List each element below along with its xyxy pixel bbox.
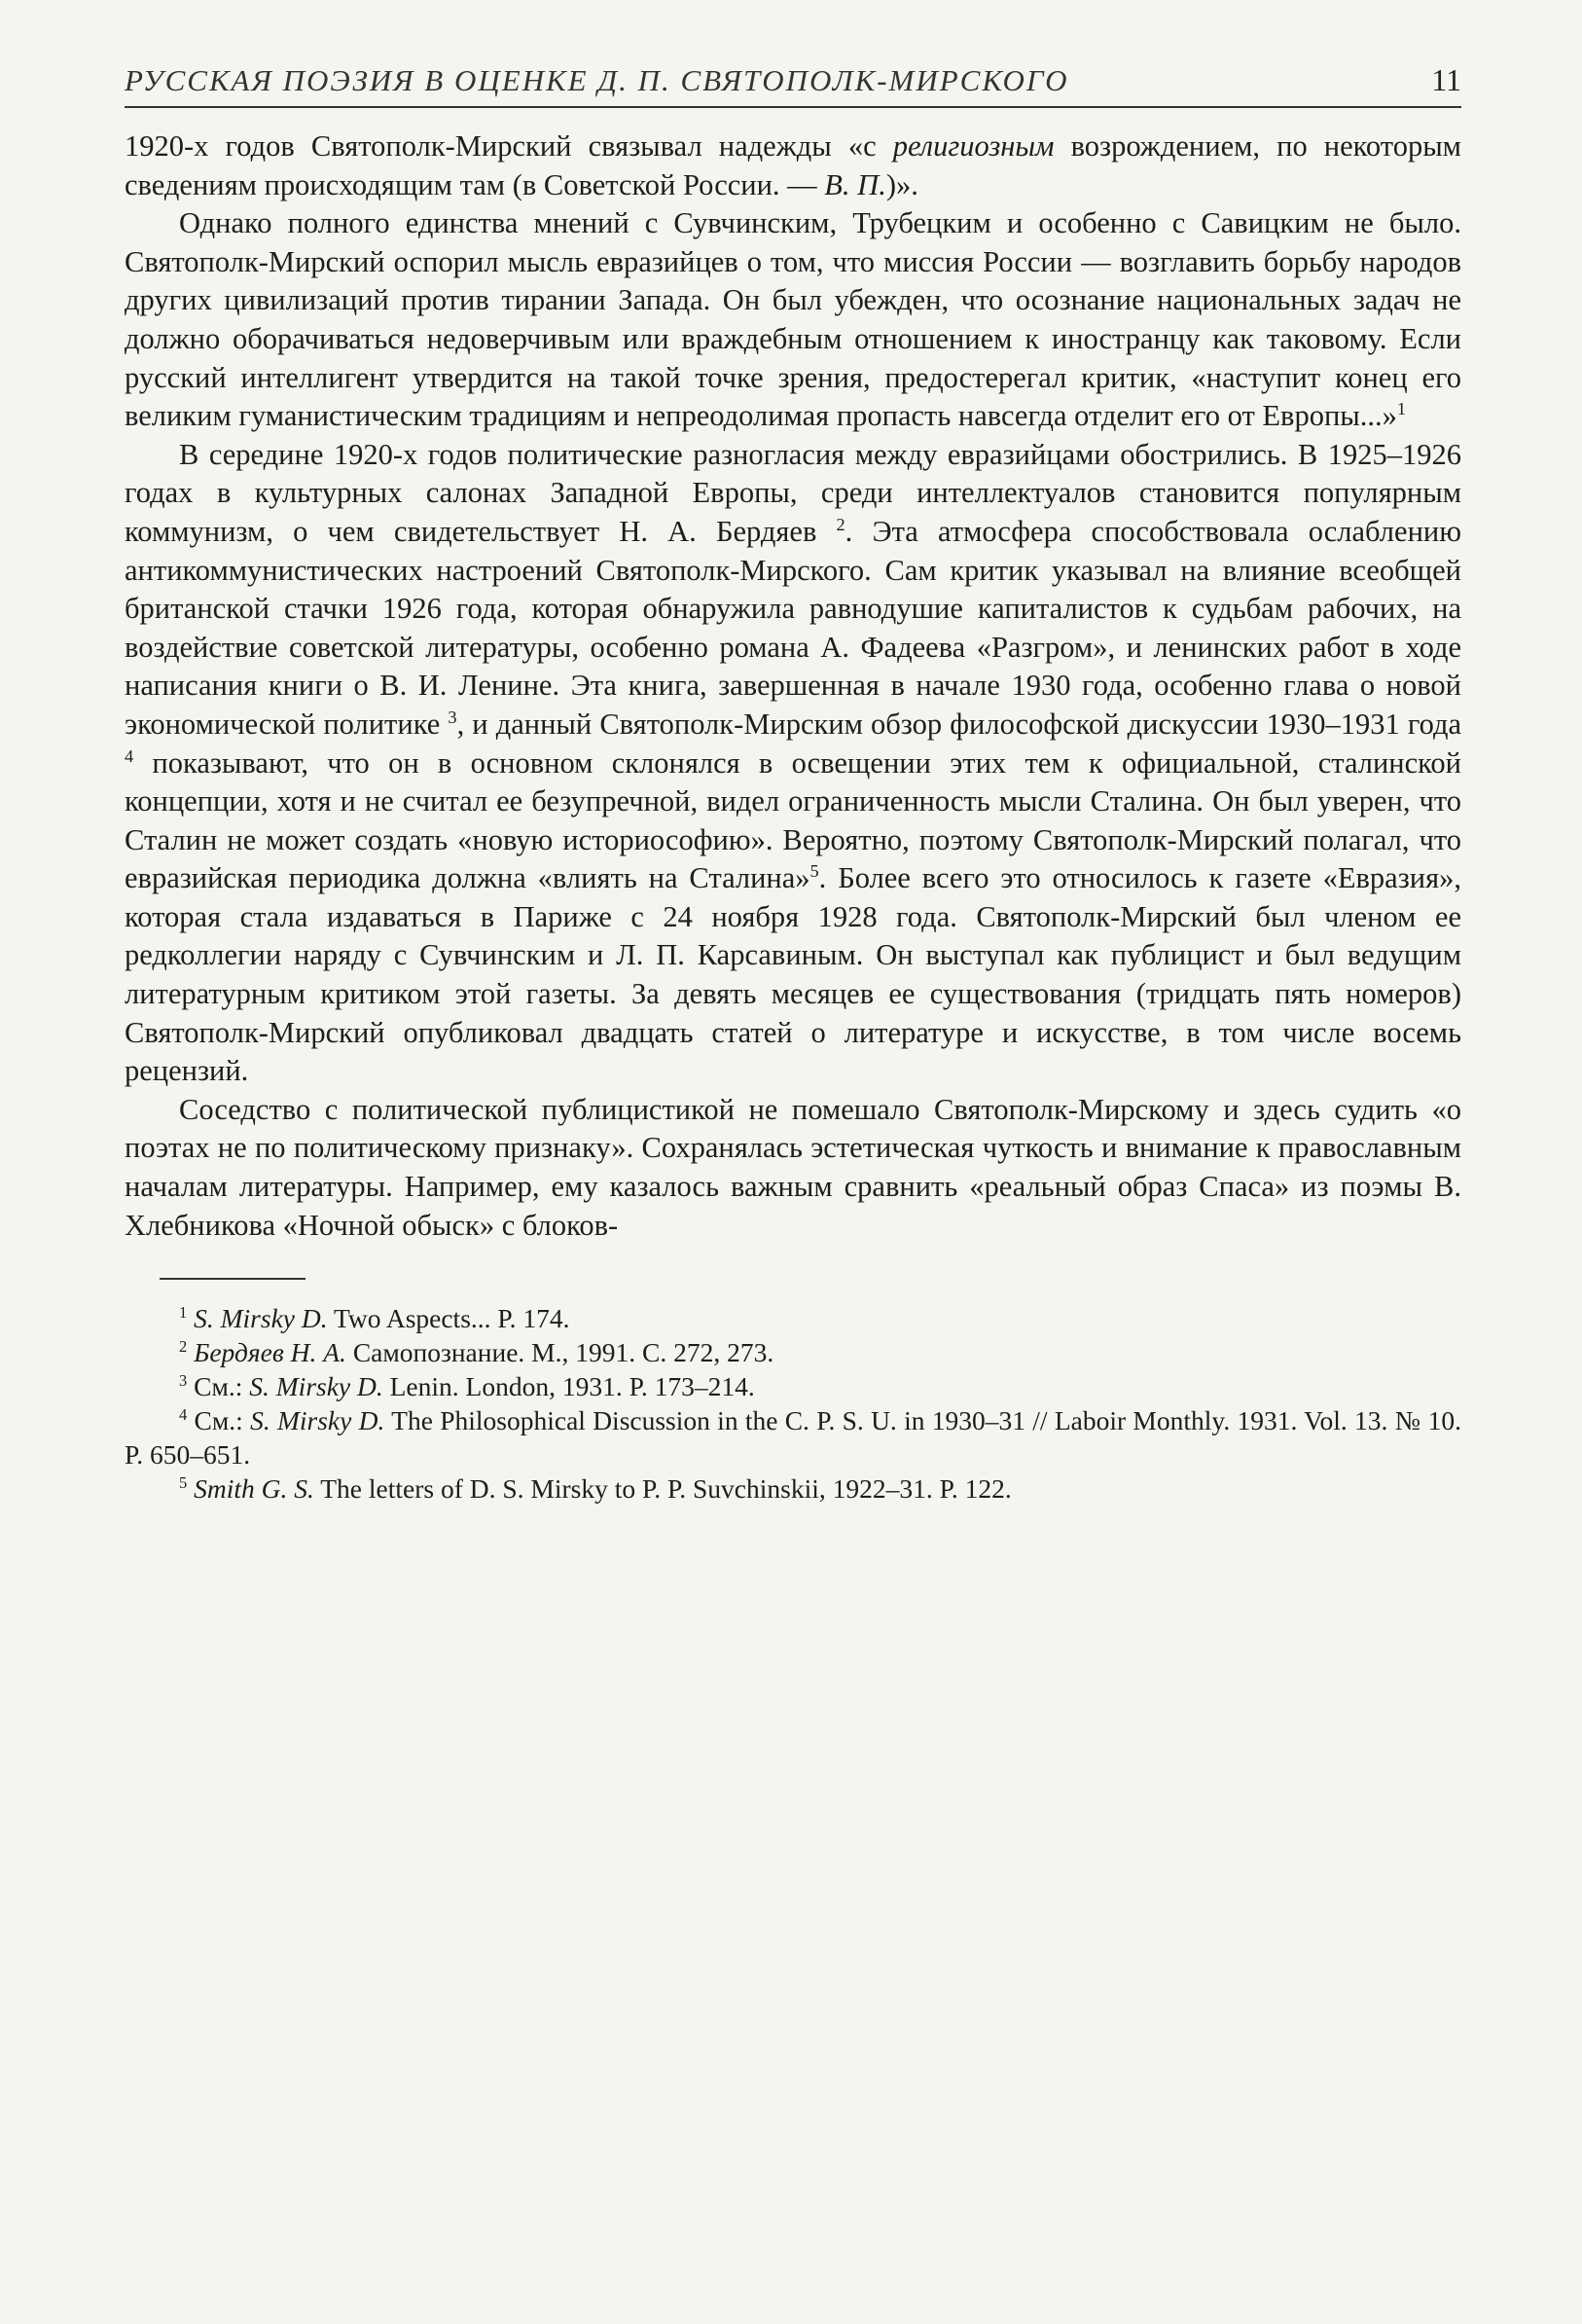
paragraph-1-italic-religious: религиозным	[892, 129, 1055, 163]
running-title: РУССКАЯ ПОЭЗИЯ В ОЦЕНКЕ Д. П. СВЯТОПОЛК-МИРСКОГО	[125, 63, 1069, 97]
footnote-prefix: См.:	[194, 1405, 251, 1436]
footnote-4	[125, 1403, 1461, 1471]
footnote-author: S. Mirsky D.	[194, 1303, 328, 1334]
footnote-author: Бердяев Н. А.	[194, 1337, 346, 1368]
footnote-ref-2[interactable]: 2	[836, 514, 845, 534]
paragraph-2-text: Однако полного единства мнений с Сувчинским, Трубецким и особенно с Савицким не было. Святополк-Мирский оспорил мысль евразийцев о том, что миссия России — возглавить борьбу народов других цивилизаций против тирании Запада. Он был убежден, что осознание национальных задач не должно оборачиваться недоверчивым или враждебным отношением к иностранцу как таковому. Если русский интеллигент утвердится на такой точке зрения, предостерегал критик, «наступит конец его великим гуманистическим традициям и непреодолимая пропасть навсегда отделит его от Европы...»	[125, 206, 1461, 433]
footnote-divider	[160, 1278, 306, 1280]
footnotes	[125, 1301, 1461, 1506]
footnote-author: S. Mirsky D.	[249, 1371, 383, 1402]
footnote-ref-3[interactable]: 3	[448, 707, 457, 727]
paragraph-1-text-c: возрождением, по некоторым сведениям происходящим там (в Советской России. —	[125, 129, 1461, 201]
paragraph-1-text-a: 1920-х годов Святополк-Мирский связывал надежды «с	[125, 129, 893, 163]
footnote-3	[125, 1369, 1461, 1403]
footnote-text: Two Aspects... P. 174.	[327, 1303, 570, 1334]
footnote-text: Lenin. London, 1931. P. 173–214.	[382, 1371, 755, 1402]
paragraph-3-text-e: . Более всего это относилось к газете «Евразия», которая стала издаваться в Париже с 24 ноября 1928 года. Святополк-Мирский был членом ее редколлегии наряду с Сувчинским и Л. П. Карсавиным. Он выступал как публицист и был ведущим литературным критиком этой газеты. За девять месяцев ее существования (тридцать пять номеров) Святополк-Мирский опубликовал двадцать статей о литературе и искусстве, в том числе восемь рецензий.	[125, 861, 1461, 1088]
footnote-ref-5[interactable]: 5	[809, 861, 819, 882]
footnote-author: S. Mirsky D.	[250, 1405, 385, 1436]
page	[125, 62, 1461, 2281]
paragraph-2	[125, 204, 1461, 436]
footnote-prefix: См.:	[194, 1371, 250, 1402]
body-text	[125, 127, 1461, 1245]
paragraph-1-text-e: )».	[885, 167, 918, 201]
running-header	[125, 62, 1461, 108]
footnote-number: 3	[179, 1371, 188, 1391]
footnote-author: Smith G. S.	[194, 1473, 314, 1505]
page-number: 11	[1431, 62, 1461, 97]
footnote-ref-1[interactable]: 1	[1396, 399, 1407, 418]
footnote-5	[125, 1471, 1461, 1506]
footnote-number: 5	[179, 1473, 188, 1493]
footnote-number: 4	[179, 1405, 188, 1425]
paragraph-3	[125, 436, 1461, 1091]
footnote-number: 2	[179, 1337, 188, 1357]
footnote-1	[125, 1301, 1461, 1335]
footnote-text: The Philosophical Discussion in the C. P. S. U. in 1930–31 // Laboir Monthly. 1931. Vol. 13. № 10. P. 650–651.	[125, 1405, 1461, 1471]
paragraph-3-text-a: В середине 1920-х годов политические разногласия между евразийцами обострились. В 1925–1926 годах в культурных салонах Западной Европы, среди интеллектуалов становится популярным коммунизм, о чем свидетельствует Н. А. Бердяев	[125, 437, 1461, 548]
paragraph-3-text-c: , и данный Святополк-Мирским обзор философской дискуссии 1930–1931 года	[456, 707, 1461, 741]
paragraph-4-text: Соседство с политической публицистикой не помешало Святополк-Мирскому и здесь судить «о поэтах не по политическому признаку». Сохранялась эстетическая чуткость и внимание к православным началам литературы. Например, ему казалось важным сравнить «реальный образ Спаса» из поэмы В. Хлебникова «Ночной обыск» с блоков-	[125, 1092, 1461, 1242]
footnote-number: 1	[179, 1303, 188, 1323]
paragraph-1-italic-initials: В. П.	[824, 167, 886, 201]
footnote-text: The letters of D. S. Mirsky to P. P. Suvchinskii, 1922–31. P. 122.	[313, 1473, 1012, 1505]
footnote-2	[125, 1335, 1461, 1369]
paragraph-4	[125, 1091, 1461, 1245]
paragraph-3-text-b: . Эта атмосфера способствовала ослаблению антикоммунистических настроений Святополк-Мирского. Сам критик указывал на влияние всеобщей британской стачки 1926 года, которая обнаружила равнодушие капиталистов к судьбам рабочих, на воздействие советской литературы, особенно романа А. Фадеева «Разгром», и ленинских работ в ходе написания книги о В. И. Ленине. Эта книга, завершенная в начале 1930 года, особенно глава о новой экономической политике	[125, 514, 1461, 741]
footnote-text: Самопознание. М., 1991. С. 272, 273.	[345, 1337, 774, 1368]
footnote-ref-4[interactable]: 4	[125, 745, 134, 766]
paragraph-3-text-d: показывают, что он в основном склонялся в освещении этих тем к официальной, сталинской концепции, хотя и не считал ее безупречной, видел ограниченность мысли Сталина. Он был уверен, что Сталин не может создать «новую историософию». Вероятно, поэтому Святополк-Мирский полагал, что евразийская периодика должна «влиять на Сталина»	[125, 745, 1461, 895]
paragraph-1	[125, 127, 1461, 204]
